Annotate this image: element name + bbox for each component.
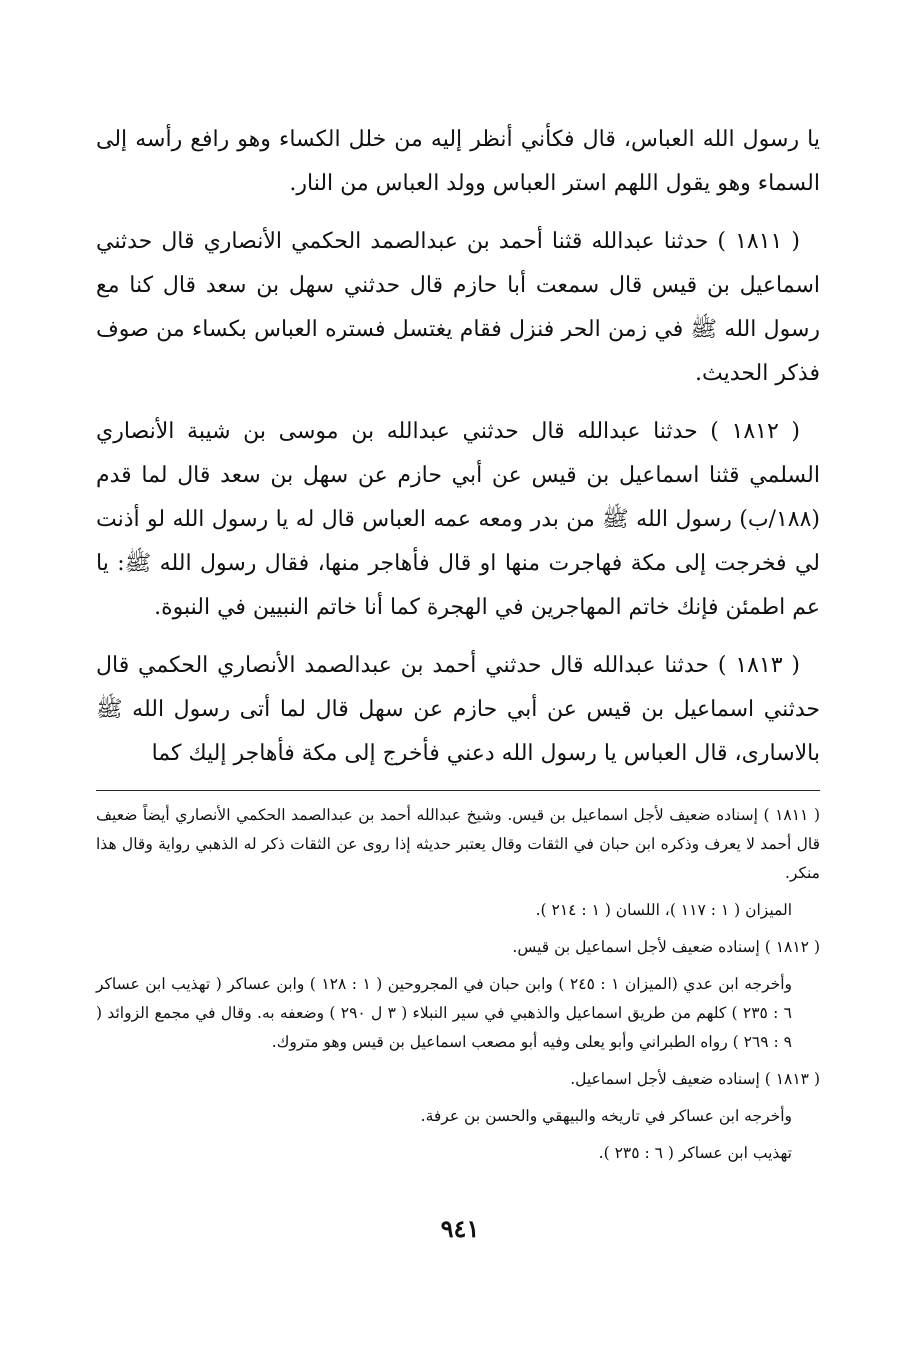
footnote-divider [96, 790, 820, 791]
main-paragraph: ( ١٨١١ ) حدثنا عبدالله قثنا أحمد بن عبدالصمد الحكمي الأنصاري قال حدثني اسماعيل بن قيس قال سمعت أبا حازم قال حدثني سهل بن سعد قال كنا مع رسول الله ﷺ في زمن الحر فنزل فقام يغتسل فستره العباس بكساء من صوف فذكر الحديث. [96, 229, 820, 386]
main-paragraph: ( ١٨١٣ ) حدثنا عبدالله قال حدثني أحمد بن عبدالصمد الأنصاري الحكمي قال حدثني اسماعيل بن قيس عن أبي حازم عن سهل قال لما أتى رسول الله ﷺ بالاسارى، قال العباس يا رسول الله دعني فأخرج إلى مكة فأهاجر إليك كما [96, 653, 820, 766]
footnote: وأخرجه ابن عساكر في تاريخه والبيهقي والحسن بن عرفة. [420, 1107, 792, 1125]
footnote: الميزان ( ١ : ١١٧ )، اللسان ( ١ : ٢١٤ ). [535, 901, 792, 919]
main-paragraph: ( ١٨١٢ ) حدثنا عبدالله قال حدثني عبدالله بن موسى بن شيبة الأنصاري السلمي قثنا اسماعيل بن قيس عن أبي حازم عن سهل بن سعد قال لما قدم (١٨٨/ب) رسول الله ﷺ من بدر ومعه عمه العباس قال له يا رسول الله لو أذنت لي فخرجت إلى مكة فهاجرت منها او قال فأهاجر منها، فقال رسول الله ﷺ: يا عم اطمئن فإنك خاتم المهاجرين في الهجرة كما أنا خاتم النبيين في النبوة. [96, 419, 821, 620]
footnote: وأخرجه ابن عدي (الميزان ١ : ٢٤٥ ) وابن حبان في المجروحين ( ١ : ١٢٨ ) وابن عساكر ( تهذيب ابن عساكر ٦ : ٢٣٥ ) كلهم من طريق اسماعيل والذهبي في سير النبلاء ( ٣ ل ٢٩٠ ) وضعفه به. وقال في مجمع الزوائد ( ٩ : ٢٦٩ ) رواه الطبراني وأبو يعلى وفيه أبو مصعب اسماعيل بن قيس وهو متروك. [96, 975, 793, 1051]
footnote: ( ١٨١١ ) إسناده ضعيف لأجل اسماعيل بن قيس. وشيخ عبدالله أحمد بن عبدالصمد الحكمي الأنصاري أيضاً ضعيف قال أحمد لا يعرف وذكره ابن حبان في الثقات وقال يعتبر حديثه إذا روى عن الثقات ذكر له الذهبي رواية وقال هذا منكر. [96, 806, 820, 882]
footnote: تهذيب ابن عساكر ( ٦ : ٢٣٥ ). [598, 1144, 792, 1162]
main-paragraph: يا رسول الله العباس، قال فكأني أنظر إليه من خلل الكساء وهو رافع رأسه إلى السماء وهو يقول اللهم استر العباس وولد العباس من النار. [96, 127, 820, 196]
main-text [96, 118, 820, 776]
page-body [96, 118, 820, 1176]
footnote: ( ١٨١٢ ) إسناده ضعيف لأجل اسماعيل بن قيس. [512, 938, 820, 956]
footnotes [96, 801, 820, 1168]
page-number: ٩٤١ [440, 1214, 480, 1243]
footnote: ( ١٨١٣ ) إسناده ضعيف لأجل اسماعيل. [570, 1070, 820, 1088]
